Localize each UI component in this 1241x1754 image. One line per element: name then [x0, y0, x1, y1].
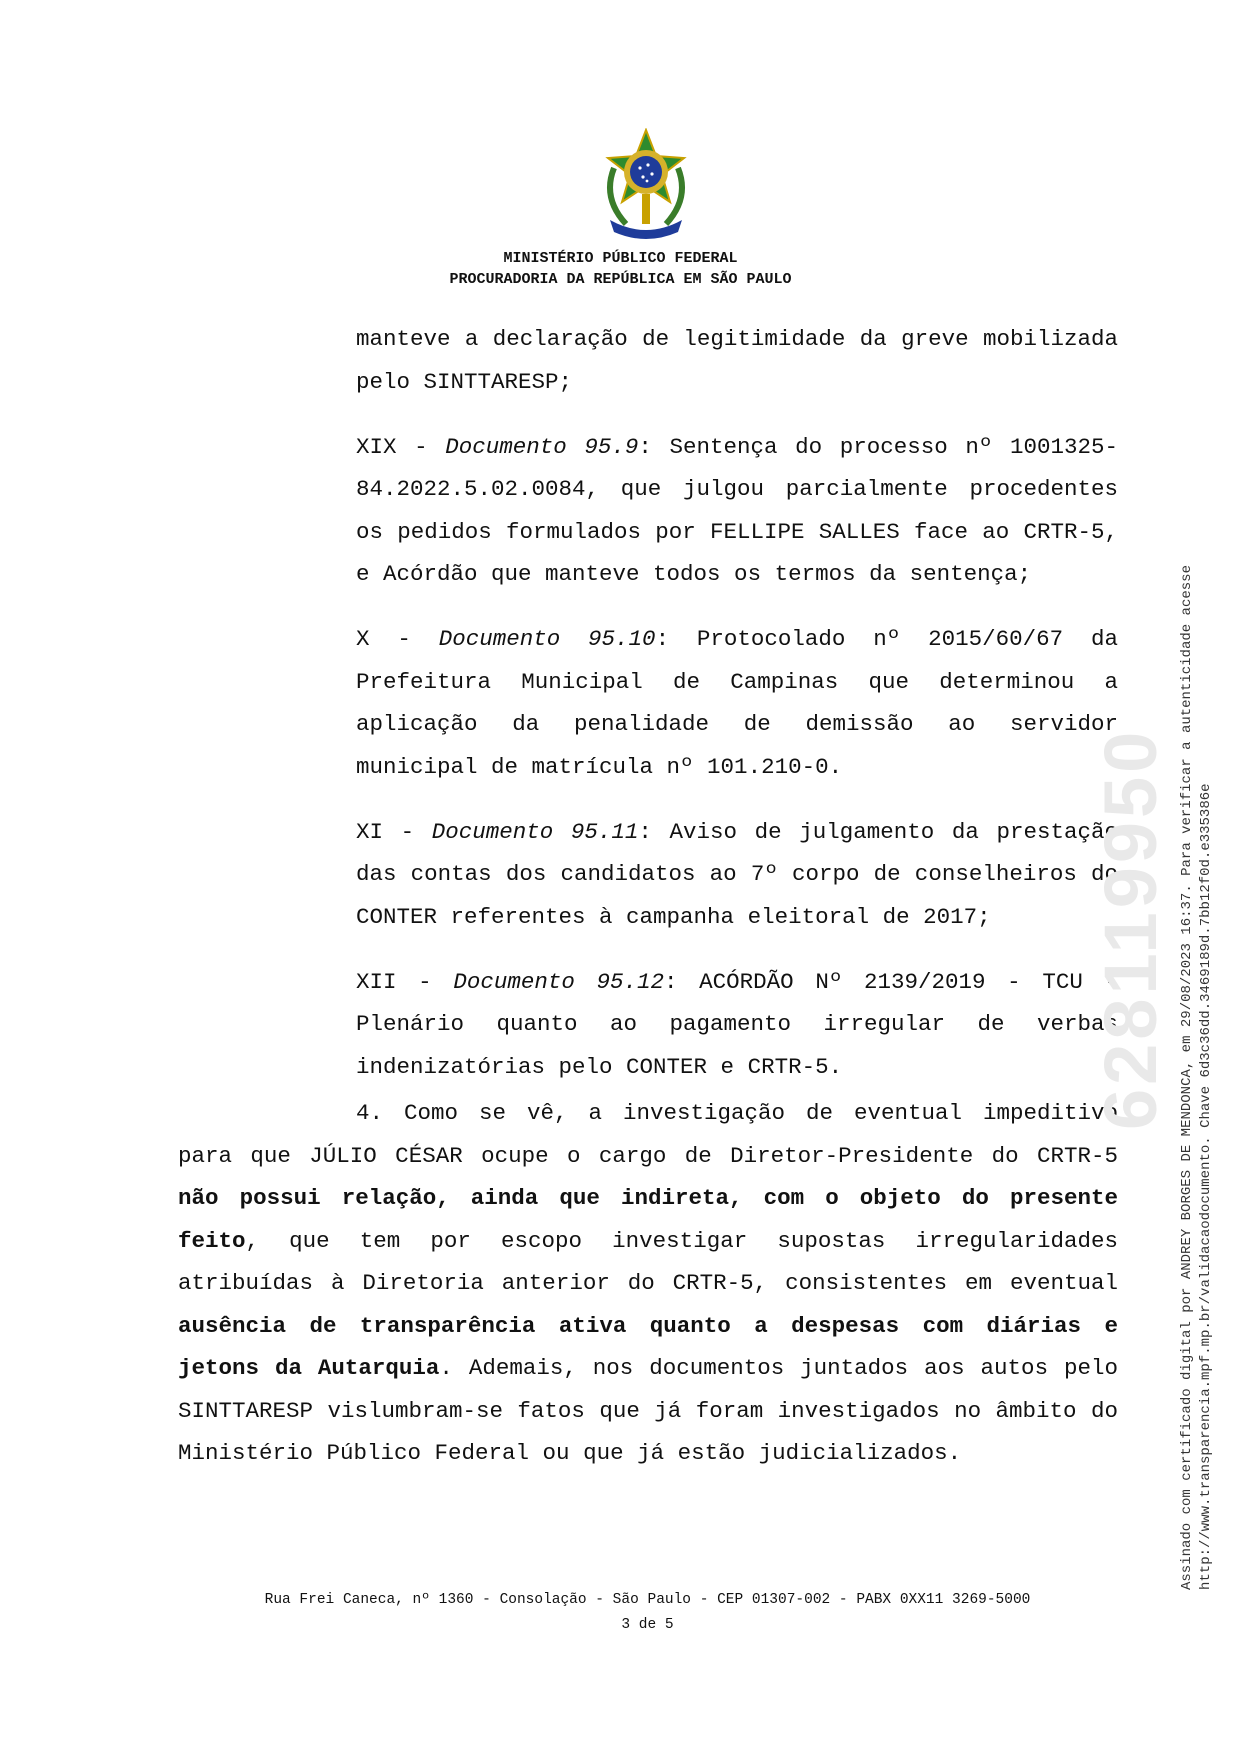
paragraph-item-xix [356, 426, 1118, 596]
item-text: : ACÓRDÃO Nº 2139/2019 - TCU - Plenário quanto ao pagamento irregular de verbas indenizatórias pelo CONTER e CRTR-5. [356, 968, 1118, 1080]
digital-signature-stamp [1178, 350, 1238, 1590]
paragraph-continuation: manteve a declaração de legitimidade da greve mobilizada pelo SINTTARESP; [356, 326, 1118, 395]
item-number: XII - [356, 968, 454, 995]
item-text: : Aviso de julgamento da prestação das contas dos candidatos ao 7º corpo de conselheiros do CONTER referentes à campanha eleitoral de 2017; [356, 818, 1118, 930]
item-number: XI - [356, 818, 432, 845]
header-ministry: MINISTÉRIO PÚBLICO FEDERAL [503, 250, 738, 267]
bold-emphasis: ausência de transparência ativa quanto a despesas com diárias e jetons da Autarquia [178, 1312, 1118, 1381]
paragraph-item-x [356, 618, 1118, 788]
document-reference: Documento 95.11 [431, 818, 639, 845]
document-reference: Documento 95.9 [445, 433, 639, 460]
document-reference: Documento 95.12 [453, 968, 665, 995]
item-text: : Protocolado nº 2015/60/67 da Prefeitura Municipal de Campinas que determinou a aplicação da penalidade de demissão ao servidor municipal de matrícula nº 101.210-0. [356, 626, 1118, 780]
document-body [178, 318, 1118, 1497]
watermark-number: 628119950 [1089, 727, 1172, 1130]
paragraph-item-xi [356, 811, 1118, 939]
header-procuradoria: PROCURADORIA DA REPÚBLICA EM SÃO PAULO [449, 271, 792, 288]
paragraph-4: 4. Como se vê, a investigação de eventual impeditivo para que JÚLIO CÉSAR ocupe o cargo de Diretor-Presidente do CRTR-5 não possui relação, ainda que indireta, com o objeto do presente feito, que tem por escopo investigar supostas irregularidades atribuídas à Diretoria anterior do CRTR-5, consistentes em eventual ausência de transparência ativa quanto a despesas com diárias e jetons da Autarquia. Ademais, nos documentos juntados aos autos pelo SINTTARESP vislumbram-se fatos que já foram investigados no âmbito do Ministério Público Federal ou que já estão judicializados. [178, 1100, 1119, 1466]
brazil-coat-of-arms-icon [596, 128, 696, 244]
bold-emphasis: não possui relação, ainda que indireta, com o objeto do presente feito [178, 1185, 1118, 1254]
document-reference: Documento 95.10 [438, 626, 656, 652]
item-number: X - [356, 626, 439, 652]
signature-verification-link[interactable]: http://www.transparencia.mpf.mp.br/validacaodocumento. Chave 6d3c36dd.3469189d.7bb12f0d.e335386e [1198, 783, 1214, 1590]
page-number: 3 de 5 [621, 1617, 674, 1633]
item-number: XIX - [356, 433, 446, 460]
signature-line-1: Assinado com certificado digital por ANDREY BORGES DE MENDONCA, em 29/08/2023 16:37. Para verificar a autenticidade acesse [1179, 565, 1195, 1590]
paragraph-item-xii [356, 961, 1118, 1089]
footer-address: Rua Frei Caneca, nº 1360 - Consolação - São Paulo - CEP 01307-002 - PABX 0XX11 3269-5000 [264, 1592, 1031, 1608]
item-text: : Sentença do processo nº 1001325-84.2022.5.02.0084, que julgou parcialmente procedentes os pedidos formulados por FELLIPE SALLES face ao CRTR-5, e Acórdão que manteve todos os termos da sentença; [356, 433, 1118, 587]
